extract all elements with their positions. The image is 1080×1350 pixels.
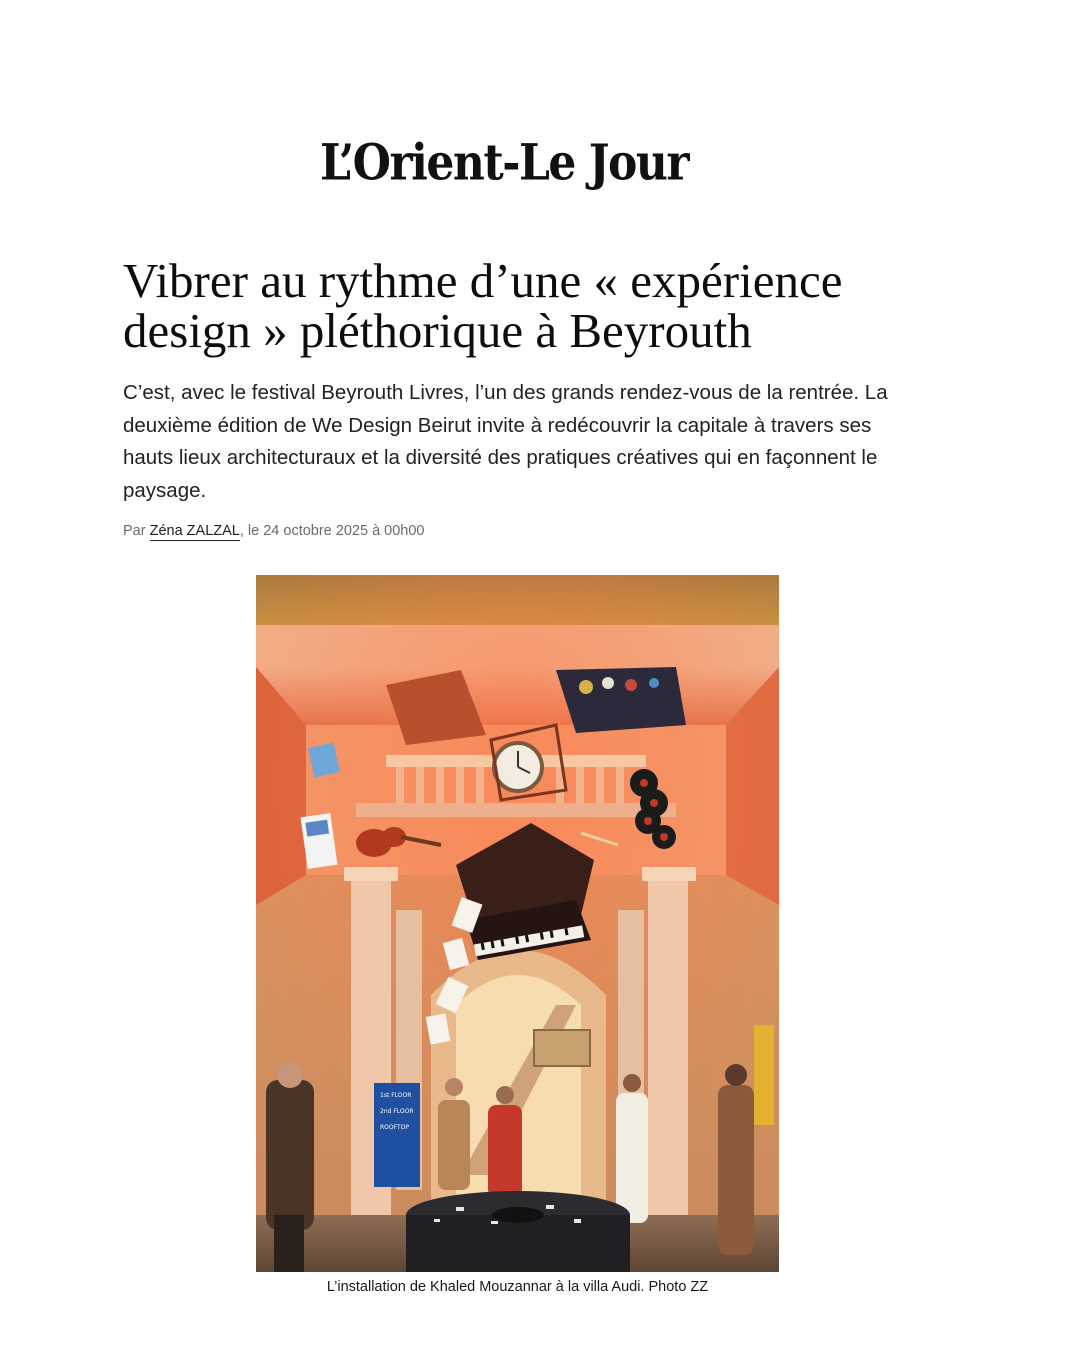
sign-line-2: 2nd FLOOR — [380, 1108, 414, 1115]
article-lede: C’est, avec le festival Beyrouth Livres, l’un des grands rendez-vous de la rentrée. La deuxième édition de We Design Beirut invite à redécouvrir la capitale à travers ses hauts lieux architecturaux et la diversité des pratiques créatives qui en façonnent le paysage. — [123, 381, 888, 502]
article-headline: Vibrer au rythme d’une « expérience design » pléthorique à Beyrouth — [123, 253, 843, 358]
byline — [123, 523, 424, 539]
byline-prefix: Par — [123, 523, 150, 539]
sign-line-3: ROOFTOP — [380, 1124, 409, 1131]
site-logo[interactable]: L’Orient-Le Jour — [319, 134, 689, 193]
byline-date: , le 24 octobre 2025 à 00h00 — [239, 523, 425, 539]
author-link[interactable]: Zéna ZALZAL — [149, 523, 240, 539]
sign-line-1: 1st FLOOR — [380, 1092, 412, 1099]
installation-photo-illustration — [256, 575, 779, 1272]
article-photo — [256, 575, 779, 1272]
photo-caption: L’installation de Khaled Mouzannar à la villa Audi. Photo ZZ — [326, 1279, 709, 1295]
